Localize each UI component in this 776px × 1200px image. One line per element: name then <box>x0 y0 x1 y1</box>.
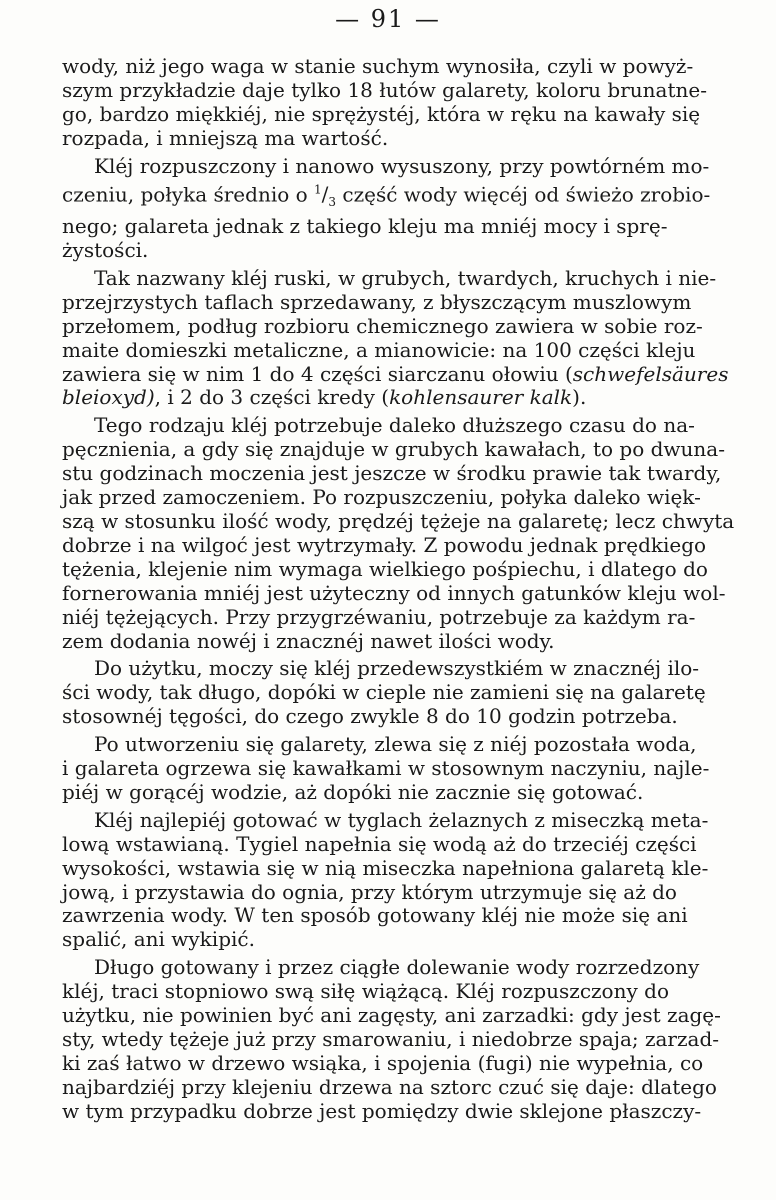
text-line: piéj w gorącéj wodzie, aż dopóki nie zacznie się gotować. <box>62 779 644 804</box>
text-line: użytku, nie powinien być ani zagęsty, ani zarzadki: gdy jest zagę- <box>62 1003 721 1028</box>
text-line: szą w stosunku ilość wody, prędzéj tężeje na galaretę; lecz chwyta <box>62 508 735 533</box>
text-line: jową, i przystawia do ognia, przy którym utrzymuje się aż do <box>62 879 677 904</box>
text-line: zawrzenia wody. W ten sposób gotowany kléj nie może się ani <box>62 903 688 928</box>
text-line: wody, niż jego waga w stanie suchym wynosiła, czyli w powyż- <box>62 54 694 78</box>
text-line: żystości. <box>62 238 149 262</box>
fraction-one-third: $^1/_3$ <box>314 182 337 210</box>
paragraph-7 <box>62 809 738 952</box>
text-line: najbardziéj przy klejeniu drzewa na sztorc czuć się daje: dlatego <box>62 1074 717 1099</box>
text-line: bleioxyd), i 2 do 3 części kredy (kohlensaurer kalk). <box>62 385 587 410</box>
text-line: Tego rodzaju kléj potrzebuje daleko dłuższego czasu do na- <box>94 413 695 438</box>
paragraph-2 <box>62 155 738 263</box>
text-line: Tak nazwany kléj ruski, w grubych, twardych, kruchych i nie- <box>94 265 717 290</box>
text-line: Do użytku, moczy się kléj przedewszystkiém w znacznéj ilo- <box>94 656 700 681</box>
text-line: szym przykładzie daje tylko 18 łutów galarety, koloru brunatne- <box>62 77 707 102</box>
text-line: zawiera się w nim 1 do 4 części siarczanu ołowiu (schwefelsäures <box>62 361 729 386</box>
text-line: lową wstawianą. Tygiel napełnia się wodą aż do trzeciéj części <box>62 831 697 856</box>
text-line: dobrze i na wilgoć jest wytrzymały. Z powodu jednak prędkiego <box>62 532 707 557</box>
text-line: fornerowania mniéj jest użyteczny od innych gatunków kleju wol- <box>62 580 726 605</box>
text-line: ści wody, tak długo, dopóki w cieple nie zamieni się na galaretę <box>62 680 706 705</box>
text-line: Kléj rozpuszczony i nanowo wysuszony, przy powtórném mo- <box>94 153 710 178</box>
text-line: jak przed zamoczeniem. Po rozpuszczeniu, połyka daleko więk- <box>62 485 701 510</box>
german-term: kohlensaurer kalk <box>389 385 573 410</box>
text-line: wysokości, wstawia się w nią miseczka napełniona galaretą kle- <box>62 855 709 880</box>
text-line: go, bardzo miękkiéj, nie sprężystéj, która w ręku na kawały się <box>62 101 701 126</box>
paragraph-1 <box>62 55 738 151</box>
page-body <box>62 55 738 1128</box>
text-line: spalić, ani wykipić. <box>62 927 255 952</box>
text-line: nego; galareta jednak z takiego kleju ma mniéj mocy i sprę- <box>62 214 668 239</box>
text-line: Kléj najlepiéj gotować w tyglach żelaznych z miseczką meta- <box>94 807 709 832</box>
page-number: — 91 — <box>335 5 441 33</box>
text-line: rozpada, i mniejszą ma wartość. <box>62 125 389 150</box>
paragraph-6 <box>62 733 738 805</box>
text-line: przejrzystych taflach sprzedawany, z błyszczącym muszlowym <box>62 289 692 314</box>
text-line: Długo gotowany i przez ciągłe dolewanie wody rozrzedzony <box>94 955 700 980</box>
text-line: pęcznienia, a gdy się znajduje w grubych kawałach, to po dwuna- <box>62 437 725 462</box>
text-line: Po utworzeniu się galarety, zlewa się z niéj pozostała woda, <box>94 732 697 757</box>
text-line: tężenia, klejenie nim wymaga wielkiego pośpiechu, i dlatego do <box>62 556 708 581</box>
german-term: schwefelsäures <box>572 361 729 386</box>
text-line: niéj tężejących. Przy przygrzéwaniu, potrzebuje za każdym ra- <box>62 604 696 629</box>
text-line: czeniu, połyka średnio o $^1/_3$ część wody więcéj od świeżo zrobio- <box>62 182 711 210</box>
text-line: stu godzinach moczenia jest jeszcze w środku prawie tak twardy, <box>62 461 722 486</box>
text-line: stosownéj tęgości, do czego zwykle 8 do 10 godzin potrzeba. <box>62 704 678 729</box>
text-line: ki zaś łatwo w drzewo wsiąka, i spojenia (fugi) nie wypełnia, co <box>62 1050 704 1075</box>
paragraph-3 <box>62 267 738 410</box>
text-line: sty, wtedy tężeje już przy smarowaniu, i niedobrze spaja; zarzad- <box>62 1027 720 1051</box>
text-line: zem dodania nowéj i znacznéj nawet ilości wody. <box>62 628 555 653</box>
text-line: przełomem, podług rozbioru chemicznego zawiera w sobie roz- <box>62 313 703 338</box>
text-line: kléj, traci stopniowo swą siłę wiążącą. Kléj rozpuszczony do <box>62 979 669 1004</box>
paragraph-5 <box>62 657 738 729</box>
paragraph-8 <box>62 956 738 1123</box>
text-line: i galareta ogrzewa się kawałkami w stosownym naczyniu, najle- <box>62 756 710 781</box>
paragraph-4 <box>62 414 738 653</box>
text-line: maite domieszki metaliczne, a mianowicie: na 100 części kleju <box>62 337 696 362</box>
text-line: w tym przypadku dobrze jest pomiędzy dwie sklejone płaszczy- <box>62 1098 702 1123</box>
